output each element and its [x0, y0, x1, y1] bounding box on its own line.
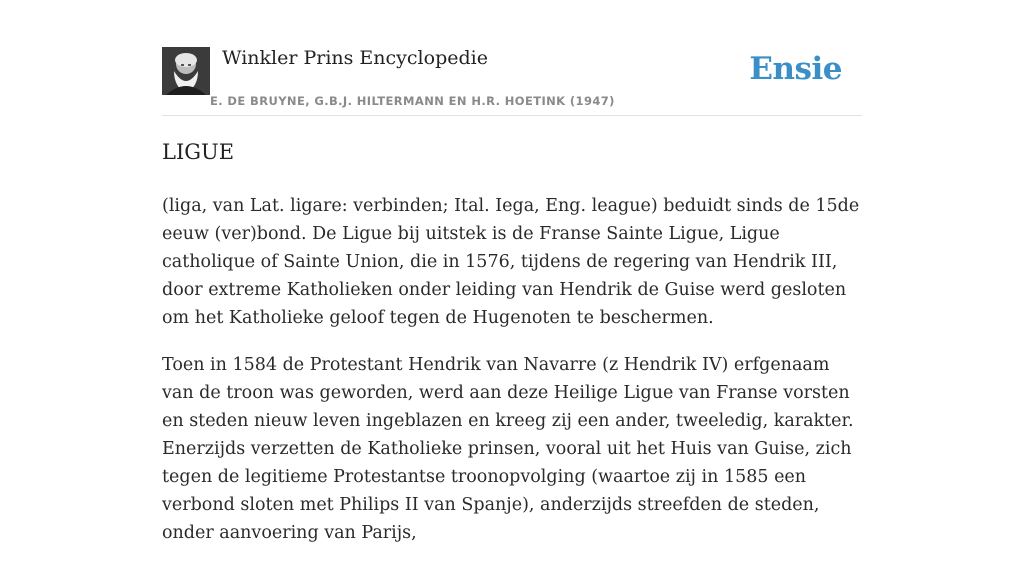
ensie-logo[interactable]: Ensie [749, 51, 842, 87]
article-paragraph: (liga, van Lat. ligare: verbinden; Ital. Iega, Eng. league) beduidt sinds de 15de eeuw (ver)bond. De Ligue bij uitstek is de Franse Sainte Ligue, Ligue catholique of Sainte Union, die in 1576, tijdens de regering van Hendrik III, door extreme Katholieken onder leiding van Hendrik de Guise werd gesloten om het Katholieke geloof tegen de Hugenoten te beschermen. [162, 196, 860, 328]
source-authors: E. DE BRUYNE, G.B.J. HILTERMANN EN H.R. HOETINK (1947) [210, 94, 615, 108]
portrait-avatar-icon[interactable] [162, 47, 210, 95]
source-title[interactable]: Winkler Prins Encyclopedie [222, 47, 488, 69]
page-title: LIGUE [162, 140, 235, 164]
source-header [162, 47, 862, 116]
article-body [162, 192, 866, 566]
article-paragraph: Toen in 1584 de Protestant Hendrik van Navarre (z Hendrik IV) erfgenaam van de troon was geworden, werd aan deze Heilige Ligue van Franse vorsten en steden nieuw leven ingeblazen en kreeg zij een ander, tweeledig, karakter. Enerzijds verzetten de Katholieke prinsen, vooral uit het Huis van Guise, zich tegen de legitieme Protestantse troonopvolging (waartoe zij in 1585 een verbond sloten met Philips II van Spanje), anderzijds streefden de steden, onder aanvoering van Parijs, [162, 355, 854, 543]
portrait-avatar-graphic [162, 47, 210, 95]
